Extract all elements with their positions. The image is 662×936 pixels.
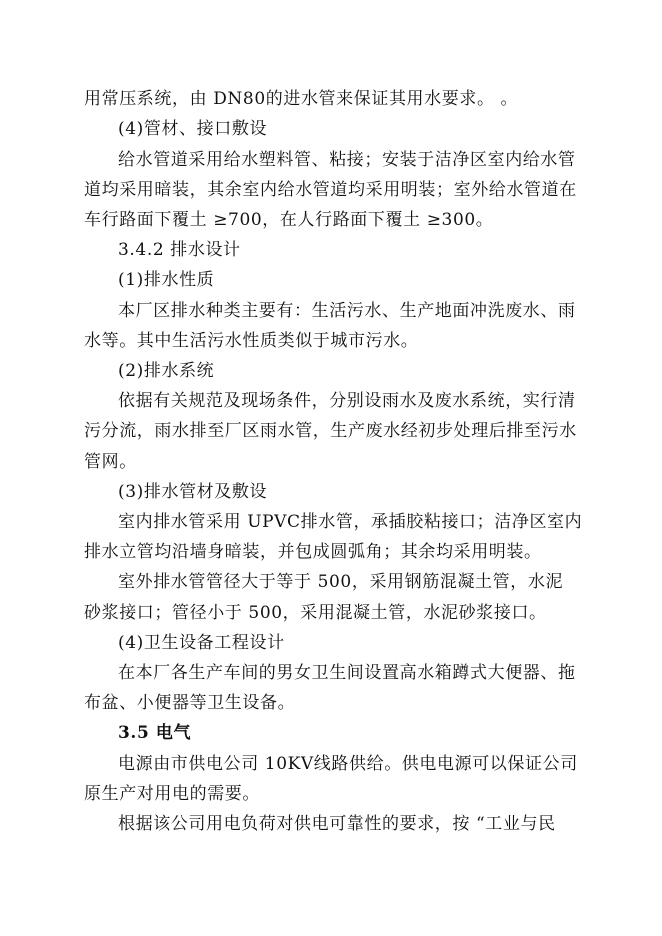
text-line-25: 根据该公司用电负荷对供电可靠性的要求，按 “工业与民: [118, 814, 556, 834]
text-line-16: 排水立管均沿墙身暗装，并包成圆弧角；其余均采用明装。: [84, 542, 542, 562]
subsection-heading-sanitary: (4)卫生设备工程设计: [118, 633, 285, 653]
text-line-12: 污分流，雨水排至厂区雨水管，生产废水经初步处理后排至污水: [84, 421, 577, 441]
text-line-3: 给水管道采用给水塑料管、粘接；安装于洁净区室内给水管: [118, 150, 576, 170]
text-line-8: 本厂区排水种类主要有：生活污水、生产地面冲洗废水、雨: [118, 301, 576, 321]
text-line-24: 原生产对用电的需要。: [84, 784, 260, 804]
text-line-4: 道均采用暗装，其余室内给水管道均采用明装；室外给水管道在: [84, 180, 577, 200]
text-line-17: 室外排水管管径大于等于 500，采用钢筋混凝土管，水泥: [118, 572, 564, 592]
text-line-21: 布盆、小便器等卫生设备。: [84, 693, 296, 713]
text-line-20: 在本厂各生产车间的男女卫生间设置高水箱蹲式大便器、拖: [118, 663, 576, 683]
text-line-18: 砂浆接口；管径小于 500，采用混凝土管，水泥砂浆接口。: [84, 603, 547, 623]
text-line-5: 车行路面下覆土 ≥700，在人行路面下覆土 ≥300。: [84, 210, 494, 230]
text-line-1: 用常压系统，由 DN80的进水管来保证其用水要求。 。: [84, 89, 519, 109]
text-line-23: 电源由市供电公司 10KV线路供给。供电电源可以保证公司: [118, 754, 578, 774]
subsection-heading-drainage-pipe: (3)排水管材及敷设: [118, 482, 268, 502]
section-heading-drainage-design: 3.4.2 排水设计: [118, 240, 241, 260]
section-heading-electrical: 3.5 电气: [118, 723, 192, 743]
text-line-9: 水等。其中生活污水性质类似于城市污水。: [84, 331, 419, 351]
subsection-heading-drainage-system: (2)排水系统: [118, 361, 215, 381]
subsection-heading-drainage-nature: (1)排水性质: [118, 270, 215, 290]
text-line-15: 室内排水管采用 UPVC排水管，承插胶粘接口；洁净区室内: [118, 512, 583, 532]
text-line-11: 依据有关规范及现场条件，分别设雨水及废水系统，实行清: [118, 391, 576, 411]
subsection-heading-pipe-material: (4)管材、接口敷设: [118, 119, 268, 139]
text-line-13: 管网。: [84, 452, 137, 472]
